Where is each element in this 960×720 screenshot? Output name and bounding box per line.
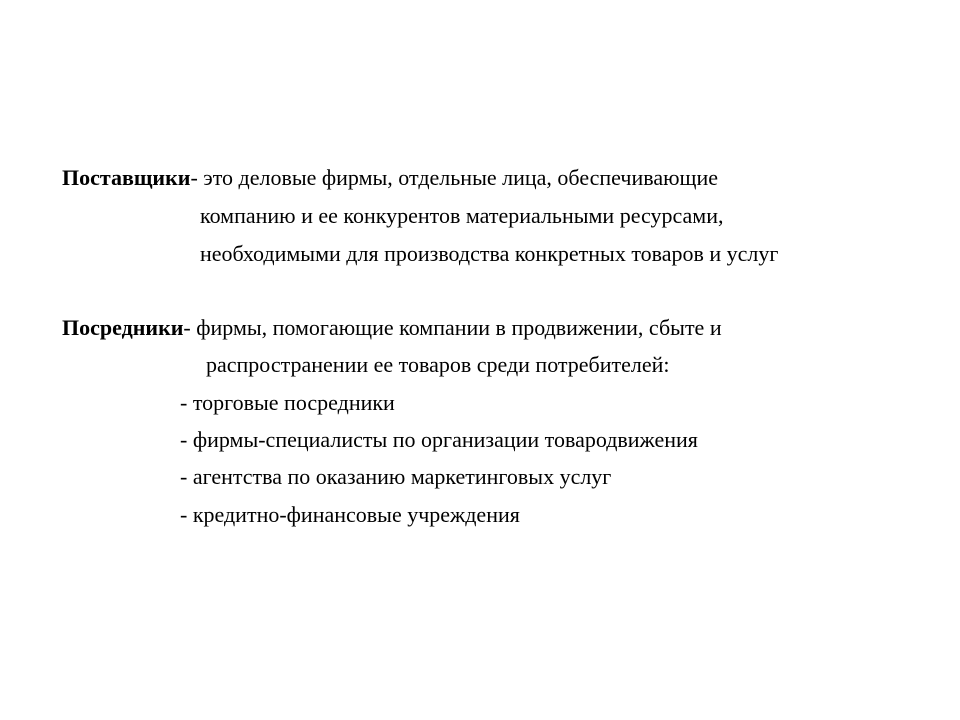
- list-item: - торговые посредники: [180, 390, 395, 415]
- suppliers-line-3: необходимыми для производства конкретных товаров и услуг: [200, 241, 779, 266]
- suppliers-term: Поставщики: [62, 165, 191, 190]
- suppliers-text-1: - это деловые фирмы, отдельные лица, обеспечивающие: [190, 165, 718, 190]
- suppliers-line-2: компанию и ее конкурентов материальными ресурсами,: [200, 203, 724, 228]
- list-item: - кредитно-финансовые учреждения: [180, 502, 520, 527]
- intermediaries-line-1: [62, 314, 722, 342]
- intermediaries-term: Посредники: [62, 315, 184, 340]
- list-item: - агентства по оказанию маркетинговых услуг: [180, 464, 612, 489]
- intermediaries-text-1: - фирмы, помогающие компании в продвижении, сбыте и: [183, 315, 722, 340]
- intermediaries-line-2: распространении ее товаров среди потребителей:: [206, 352, 670, 377]
- list-item: - фирмы-специалисты по организации товародвижения: [180, 427, 698, 452]
- suppliers-line-1: [62, 164, 718, 192]
